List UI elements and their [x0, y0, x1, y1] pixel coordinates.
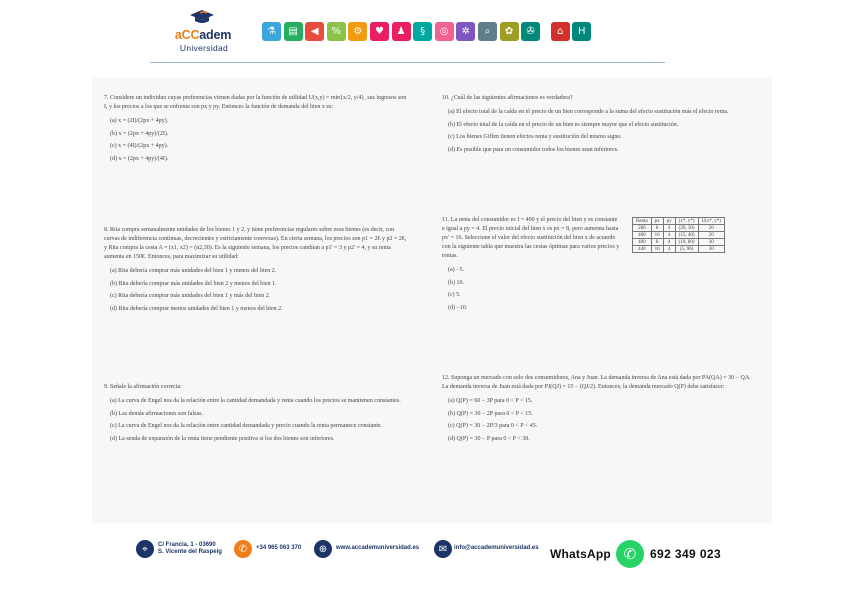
table-cell: 4 [663, 225, 675, 232]
accadem-logo[interactable] [168, 10, 238, 56]
education-icon[interactable]: ♟ [392, 22, 411, 41]
table-cell: 30 [698, 239, 724, 246]
target-icon[interactable]: ◎ [435, 22, 454, 41]
question-8 [104, 226, 410, 317]
question-stem: 9. Señale la afirmación correcta: [104, 384, 182, 390]
percent-icon[interactable]: % [327, 22, 346, 41]
network-icon[interactable]: ✲ [456, 22, 475, 41]
phone[interactable] [234, 540, 301, 558]
table-cell: 30 [698, 246, 724, 253]
option-d: (d) Rita debería comprar menos unidades del bien 1 y menos del bien 2. [110, 305, 283, 312]
question-stem: 10. ¿Cuál de las siguientes afirmaciones es verdadera? [442, 95, 573, 101]
table-header: U(x*, y*) [698, 218, 724, 225]
option-d: (d) La senda de expansión de la renta tiene pendiente positiva si los dos bienes son inferiores. [110, 435, 335, 442]
table-cell: 4 [663, 239, 675, 246]
dna-icon[interactable]: § [413, 22, 432, 41]
table-cell: 440 [633, 246, 652, 253]
option-b: (b) Las demás afirmaciones son falsas. [110, 410, 203, 417]
whatsapp[interactable] [550, 540, 721, 568]
science-icon[interactable]: ⚗ [262, 22, 281, 41]
phone-number: +34 965 063 370 [256, 545, 302, 552]
option-d: (d) Es posible que para un consumidor todos los bienes sean inferiores. [448, 146, 619, 153]
website[interactable] [314, 540, 419, 558]
option-b: (b) 10. [448, 279, 464, 286]
table-cell: 400 [633, 232, 652, 239]
table-cell: 400 [633, 239, 652, 246]
option-d: (d) −10. [448, 304, 468, 311]
option-d: (d) x = (2px + 4py)/(4I). [110, 155, 169, 162]
category-icons [262, 22, 594, 42]
table-header: py [663, 218, 675, 225]
mail-icon: ✉ [434, 540, 452, 558]
table-cell: 16 [651, 232, 663, 239]
gear-icon[interactable]: ✿ [500, 22, 519, 41]
table-cell: 4 [663, 232, 675, 239]
table-cell: 20 [698, 225, 724, 232]
option-d: (d) Q(P) = 30 − P para 0 < P < 30. [448, 435, 530, 442]
table-cell: 20 [698, 232, 724, 239]
table-row [633, 225, 725, 232]
option-c: (c) Q(P) = 30 − 2P/3 para 0 < P < 45. [448, 423, 538, 429]
table-cell: (15, 40) [675, 232, 698, 239]
table-cell: (10, 80) [675, 239, 698, 246]
logo-subtitle: Universidad [179, 43, 229, 53]
option-a: (a) Q(P) = 60 − 3P para 0 < P < 15. [448, 398, 533, 404]
email-address: info@accademuniversidad.es [454, 545, 539, 552]
option-a: (a) −5. [448, 267, 465, 273]
question-stem: 7. Considere un individuo cuyas preferencias vienen dadas por la función de utilidad U(x,y) = min{x/2, y/4}, sus ingresos son I, y los precios a los que se enfrenta son px y py. Entonces la función de demanda del bien x es: [104, 95, 407, 110]
table-row [633, 232, 725, 239]
whatsapp-icon: ✆ [616, 540, 644, 568]
table-row [633, 239, 725, 246]
table-header: px [651, 218, 663, 225]
globe-icon: ⊕ [314, 540, 332, 558]
prices-income-table [632, 217, 725, 253]
magnifier-icon[interactable]: ⌕ [478, 22, 497, 41]
health-icon[interactable]: ♥ [370, 22, 389, 41]
option-b: (b) Rita debería comprar más unidades del bien 2 y menos del bien 1. [110, 280, 277, 287]
option-c: (c) Rita debería comprar más unidades del bien 1 y más del bien 2. [110, 293, 271, 299]
world-icon[interactable]: ✇ [521, 22, 540, 41]
question-stem: 11. La renta del consumidor es I = 400 y el precio del bien y es constante e igual a py = 4. El precio inicial del bien x es px = 8, pero aumenta hasta px' = 16. Seleccione el valor del efecto sustitución del bien x de acuerdo con la siguiente tabla que muestra las cestas óptimas para varios precios y rentas. [442, 217, 620, 259]
table-row [633, 246, 725, 253]
website-url: www.accademuniversidad.es [336, 545, 420, 552]
phone-icon: ✆ [234, 540, 252, 558]
table-cell: (20, 30) [675, 225, 698, 232]
table-cell: 16 [651, 246, 663, 253]
option-b: (b) Q(P) = 30 − 2P para 0 < P < 15. [448, 410, 533, 417]
option-c: (c) La curva de Engel nos da la relación entre cantidad demandada y precio cuando la renta permanece constante. [110, 423, 383, 429]
location-pin-icon: ⌖ [136, 540, 154, 558]
address [136, 540, 222, 558]
institution-icon[interactable]: ⌂ [551, 22, 570, 41]
option-a: (a) Rita debería comprar más unidades del bien 1 y menos del bien 2. [110, 268, 277, 274]
email[interactable] [434, 540, 539, 558]
table-cell: 8 [651, 225, 663, 232]
option-a: (a) La curva de Engel nos da la relación entre la cantidad demandada y renta cuando los precios se mantienen constantes. [110, 398, 401, 404]
address-line-1: C/ Francia, 1 - 03690 [158, 541, 216, 548]
question-11 [442, 216, 620, 316]
question-12 [442, 374, 756, 447]
logo-name [168, 28, 238, 42]
option-b: (b) El efecto total de la caída en el precio de un bien es siempre mayor que el efecto sustitución. [448, 121, 679, 128]
option-b: (b) x = (2px + 4py)/(2I). [110, 130, 169, 137]
header-divider [150, 62, 665, 63]
option-c: (c) x = (4I)/(2px + 4py). [110, 143, 169, 149]
table-cell: 8 [651, 239, 663, 246]
megaphone-icon[interactable]: ◀ [305, 22, 324, 41]
option-a: (a) x = (2I)/(2px + 4py). [110, 118, 169, 124]
logo-name-suffix: adem [199, 28, 232, 42]
address-line-2: S. Vicente del Raspeig [158, 549, 222, 555]
table-header: (x*, y*) [675, 218, 698, 225]
exam-page [92, 78, 772, 523]
question-7 [104, 94, 410, 167]
table-header: Renta [633, 218, 652, 225]
engineering-icon[interactable]: ⚙ [348, 22, 367, 41]
option-c: (c) Los bienes Giffen tienen efectos renta y sustitución del mismo signo. [448, 134, 622, 140]
question-9 [104, 383, 410, 447]
table-cell: (5, 90) [675, 246, 698, 253]
whatsapp-label: WhatsApp [550, 547, 611, 561]
question-10 [442, 94, 756, 158]
question-stem: 8. Rita compra semanalmente unidades de los bienes 1 y 2, y tiene preferencias regulares sobre esos bienes (es decir, con curvas de indiferencia continuas, decrecientes y estrictamente convexas). En cierta semana, los precios son p1 = 2€ y p2 = 2€, y Rita compra la cesta A = (x1, x2) = (n2,30). Es la siguiente semana, los precios cambian a p1' = 3 y p2' = 4, y su renta aumenta en 150€. Entonces, para maximizar su utilidad: [104, 227, 407, 260]
graduation-cap-icon [190, 10, 214, 24]
whatsapp-phone: 692 349 023 [649, 547, 722, 561]
table-header-row [633, 218, 725, 225]
logo-name-prefix: aCC [174, 28, 200, 42]
table-cell: 4 [663, 246, 675, 253]
option-a: (a) El efecto total de la caída en el precio de un bien corresponde a la suma del efecto sustitución más el efecto renta. [448, 109, 729, 115]
question-stem: 12. Suponga un mercado con solo dos consumidores, Ana y Juan. La demanda inversa de Ana está dada por PA(QA) = 30 − QA. La demanda inversa de Juan está dada por PJ(QJ) = 15 − (QJ/2). Entonces, la demanda mercado Q(P) debe satisfacer: [442, 375, 751, 390]
header [0, 0, 848, 66]
footer [0, 533, 848, 565]
option-c: (c) 5. [448, 292, 461, 298]
book-icon[interactable]: ▤ [284, 22, 303, 41]
letter-h-icon[interactable]: H [572, 22, 591, 41]
table-cell: 280 [633, 225, 652, 232]
